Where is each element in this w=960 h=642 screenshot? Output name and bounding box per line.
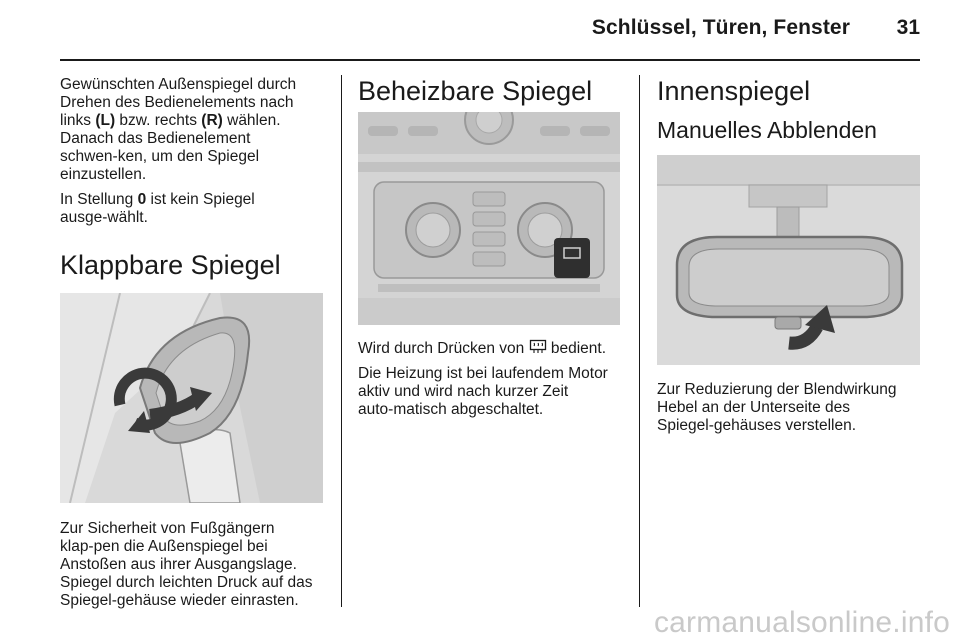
mirror-select-paragraph: [60, 76, 326, 184]
climate-control-panel-illustration: [358, 112, 620, 325]
folding-mirror-caption: Zur Sicherheit von Fußgängern klap‑pen die Außenspiegel bei Anstoßen aus ihrer Ausgangslage. Spiegel durch leichten Druck auf das Spiegel‑gehäuse wieder einrasten.: [60, 520, 313, 609]
heading-foldable-mirrors: Klappbare Spiegel: [60, 250, 281, 280]
header-divider: [60, 59, 920, 61]
left-key-label: (L): [95, 112, 116, 129]
watermark: carmanualsonline.info: [653, 606, 950, 639]
heading-heated-mirrors: Beheizbare Spiegel: [358, 76, 593, 106]
column-divider-left: [341, 75, 342, 607]
column-left: [60, 76, 326, 617]
text-run: Wird durch Drücken von: [358, 340, 529, 357]
subheading-manual-dimming: Manuelles Abblenden: [657, 117, 877, 143]
dimming-lever-caption: Zur Reduzierung der Blendwirkung Hebel an der Unterseite des Spiegel‑gehäuses verstellen.: [657, 381, 897, 434]
text-run: ist kein Spiegel ausge‑wählt.: [60, 191, 255, 226]
column-right: [657, 76, 921, 442]
column-divider-right: [639, 75, 640, 607]
page-header-title: Schlüssel, Türen, Fenster: [591, 16, 850, 39]
rear-window-heater-icon: [529, 339, 547, 355]
text-run: In Stellung: [60, 191, 138, 208]
text-run: bedient.: [546, 340, 607, 357]
heater-button-paragraph: [358, 339, 622, 358]
text-run: bzw. rechts: [115, 112, 202, 129]
text-run: Gewünschten Außenspiegel durch Drehen des Bedienelements nach links: [60, 76, 297, 129]
page-number: 31: [896, 16, 920, 39]
zero-position-label: 0: [137, 191, 147, 208]
heading-interior-mirror: Innenspiegel: [657, 76, 811, 106]
text-run: wählen. Danach das Bedienelement schwen‑ken, um den Spiegel einzustellen.: [60, 112, 281, 183]
column-middle: [358, 76, 622, 426]
heater-operation-paragraph: Die Heizung ist bei laufendem Motor aktiv und wird nach kurzer Zeit auto‑matisch abgeschaltet.: [358, 365, 608, 418]
folding-mirror-illustration: [60, 293, 323, 503]
neutral-position-paragraph: [60, 191, 326, 227]
interior-mirror-illustration: [657, 155, 920, 365]
right-key-label: (R): [201, 112, 223, 129]
